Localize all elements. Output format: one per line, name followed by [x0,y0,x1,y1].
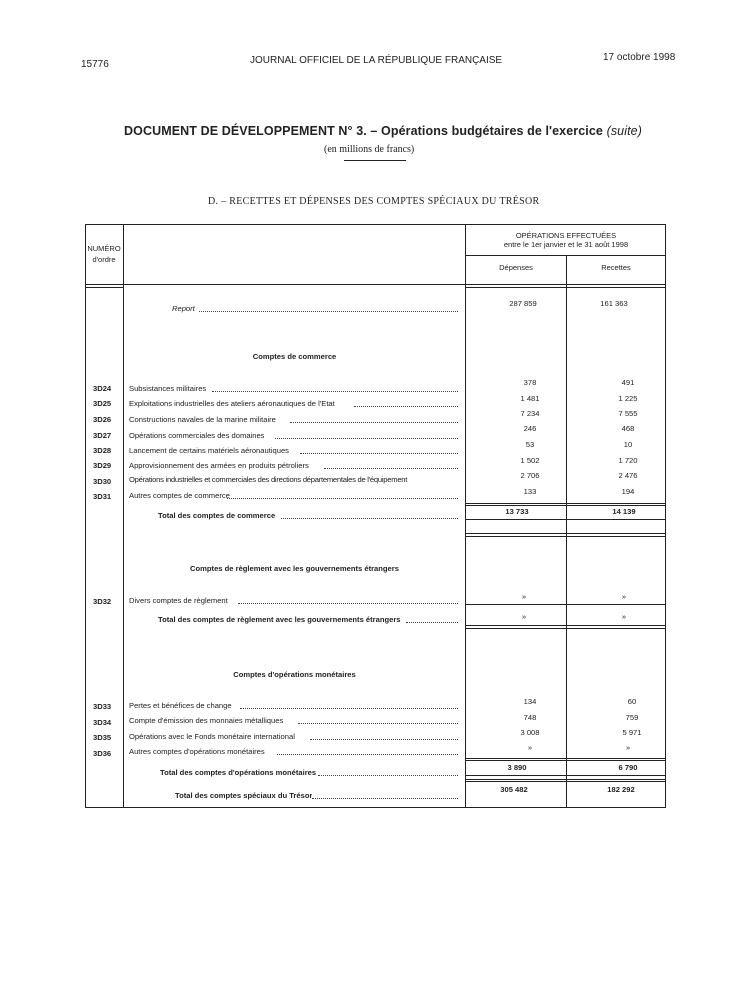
grand-total-leader [312,798,458,799]
page-number: 15776 [81,59,109,70]
title-divider [344,160,406,161]
row-label: Pertes et bénéfices de change [129,701,232,710]
row-label: Autres comptes d'opérations monétaires [129,747,265,756]
report-recettes: 161 363 [600,299,628,308]
row-leader [298,723,458,724]
row-code: 3D36 [93,749,112,758]
header-bottom-rule-numero [85,287,123,288]
row-leader [354,406,458,407]
row-label: Constructions navales de la marine militaire [129,415,276,424]
row-depenses: 3 008 [520,728,540,737]
header-bottom-rule-amounts [465,287,665,288]
row-code: 3D24 [93,384,112,393]
row-recettes: 5 971 [622,728,642,737]
row-leader [300,453,458,454]
total-label: Total des comptes d'opérations monétaires [160,768,317,777]
total-depenses: » [521,612,527,621]
total-rule-2 [466,779,665,780]
document-title [124,124,642,138]
total-leader [406,622,458,623]
col-sep-amounts [566,255,567,808]
row-label: Divers comptes de règlement [129,596,228,605]
total-rule [466,519,665,520]
row-recettes: 2 476 [618,471,638,480]
journal-name: JOURNAL OFFICIEL DE LA RÉPUBLIQUE FRANÇAISE [250,55,503,66]
row-recettes: » [625,743,631,752]
total-rule-2 [466,628,665,629]
row-code: 3D32 [93,597,112,606]
total-recettes: » [621,612,627,621]
row-recettes: 7 555 [618,409,638,418]
total-rule-2 [466,533,665,534]
header-bottom-rule [85,284,666,285]
row-code: 3D26 [93,415,112,424]
row-label: Exploitations industrielles des ateliers aéronautiques de l'Etat [129,399,335,408]
row-depenses: 134 [523,697,537,706]
row-code: 3D33 [93,702,112,711]
total-leader [281,518,458,519]
row-code: 3D34 [93,718,112,727]
row-recettes: 468 [621,424,635,433]
section-heading-reglement: Comptes de règlement avec les gouvernements étrangers [190,564,399,573]
table-left-border [85,224,86,808]
row-label: Compte d'émission des monnaies métalliques [129,716,284,725]
row-depenses: 53 [525,440,535,449]
total-recettes: 6 790 [618,763,638,772]
row-leader [310,739,458,740]
row-recettes: 759 [625,713,639,722]
row-depenses: 748 [523,713,537,722]
row-depenses: 378 [523,378,537,387]
subtotal-rule-double [466,505,665,506]
row-recettes: 194 [621,487,635,496]
issue-date: 17 octobre 1998 [603,52,676,63]
table-bottom-border [85,807,666,808]
row-label: Opérations avec le Fonds monétaire international [129,732,295,741]
row-recettes: 10 [623,440,633,449]
col-sep-label [465,224,466,808]
unit-note: (en millions de francs) [324,144,415,155]
row-leader [212,391,458,392]
row-label: Approvisionnement des armées en produits pétroliers [129,461,309,470]
row-label: Lancement de certains matériels aéronautiques [129,446,289,455]
row-label: Subsistances militaires [129,384,207,393]
row-code: 3D27 [93,431,112,440]
row-recettes: 491 [621,378,635,387]
row-recettes: 60 [627,697,637,706]
total-rule [466,775,665,776]
grand-total-depenses: 305 482 [500,785,528,794]
row-leader [290,422,458,423]
grand-total-label: Total des comptes spéciaux du Trésor [175,791,313,800]
section-heading-monetaires: Comptes d'opérations monétaires [233,670,356,679]
row-depenses: 133 [523,487,537,496]
total-rule-3 [466,781,665,782]
header-numero: NUMÉRO [87,244,121,253]
row-recettes: 1 225 [618,394,638,403]
total-depenses: 13 733 [505,507,529,516]
row-code: 3D35 [93,733,112,742]
total-label: Total des comptes de règlement avec les gouvernements étrangers [158,615,401,624]
header-operations-sub: entre le 1er janvier et le 31 août 1998 [503,240,629,249]
row-depenses: 2 706 [520,471,540,480]
row-leader [277,754,458,755]
row-leader [275,438,458,439]
grand-total-recettes: 182 292 [607,785,635,794]
row-depenses: 7 234 [520,409,540,418]
row-code: 3D28 [93,446,112,455]
section-heading-commerce: Comptes de commerce [252,352,337,361]
subtotal-rule [466,604,665,605]
row-code: 3D29 [93,461,112,470]
header-sub-rule [465,255,665,256]
header-numero-sub: d'ordre [92,255,116,264]
col-sep-numero [123,224,124,808]
total-leader [318,775,458,776]
row-depenses: » [527,743,533,752]
total-depenses: 3 890 [507,763,527,772]
header-recettes: Recettes [601,263,631,272]
total-rule [466,625,665,626]
header-depenses: Dépenses [499,263,533,272]
row-leader [324,468,458,469]
report-leader [199,311,458,312]
row-recettes: » [621,592,627,601]
subtotal-rule-double [466,760,665,761]
row-code: 3D31 [93,492,112,501]
table-top-border [85,224,666,225]
subtotal-rule [466,758,665,759]
report-depenses: 287 859 [509,299,537,308]
header-operations: OPÉRATIONS EFFECTUÉES [515,231,617,240]
total-label: Total des comptes de commerce [158,511,276,520]
row-leader [227,498,458,499]
subtotal-rule [466,503,665,504]
report-label: Report [172,304,195,313]
document-title-suffix: (suite) [606,124,642,138]
row-leader [240,708,458,709]
row-code: 3D30 [93,477,112,486]
row-label: Opérations commerciales des domaines [129,431,265,440]
row-depenses: 1 502 [520,456,540,465]
row-depenses: 1 481 [520,394,540,403]
table-right-border [665,224,666,808]
total-rule-3 [466,536,665,537]
row-label: Opérations industrielles et commerciales des directions départementales de l'équipement [129,475,408,484]
row-recettes: 1 720 [618,456,638,465]
row-depenses: » [521,592,527,601]
row-depenses: 246 [523,424,537,433]
row-leader [238,603,458,604]
section-title: D. – RECETTES ET DÉPENSES DES COMPTES SPÉCIAUX DU TRÉSOR [208,196,540,207]
total-recettes: 14 139 [612,507,636,516]
row-label: Autres comptes de commerce [129,491,230,500]
row-code: 3D25 [93,399,112,408]
document-title-main: DOCUMENT DE DÉVELOPPEMENT N° 3. – Opérations budgétaires de l'exercice [124,124,603,138]
